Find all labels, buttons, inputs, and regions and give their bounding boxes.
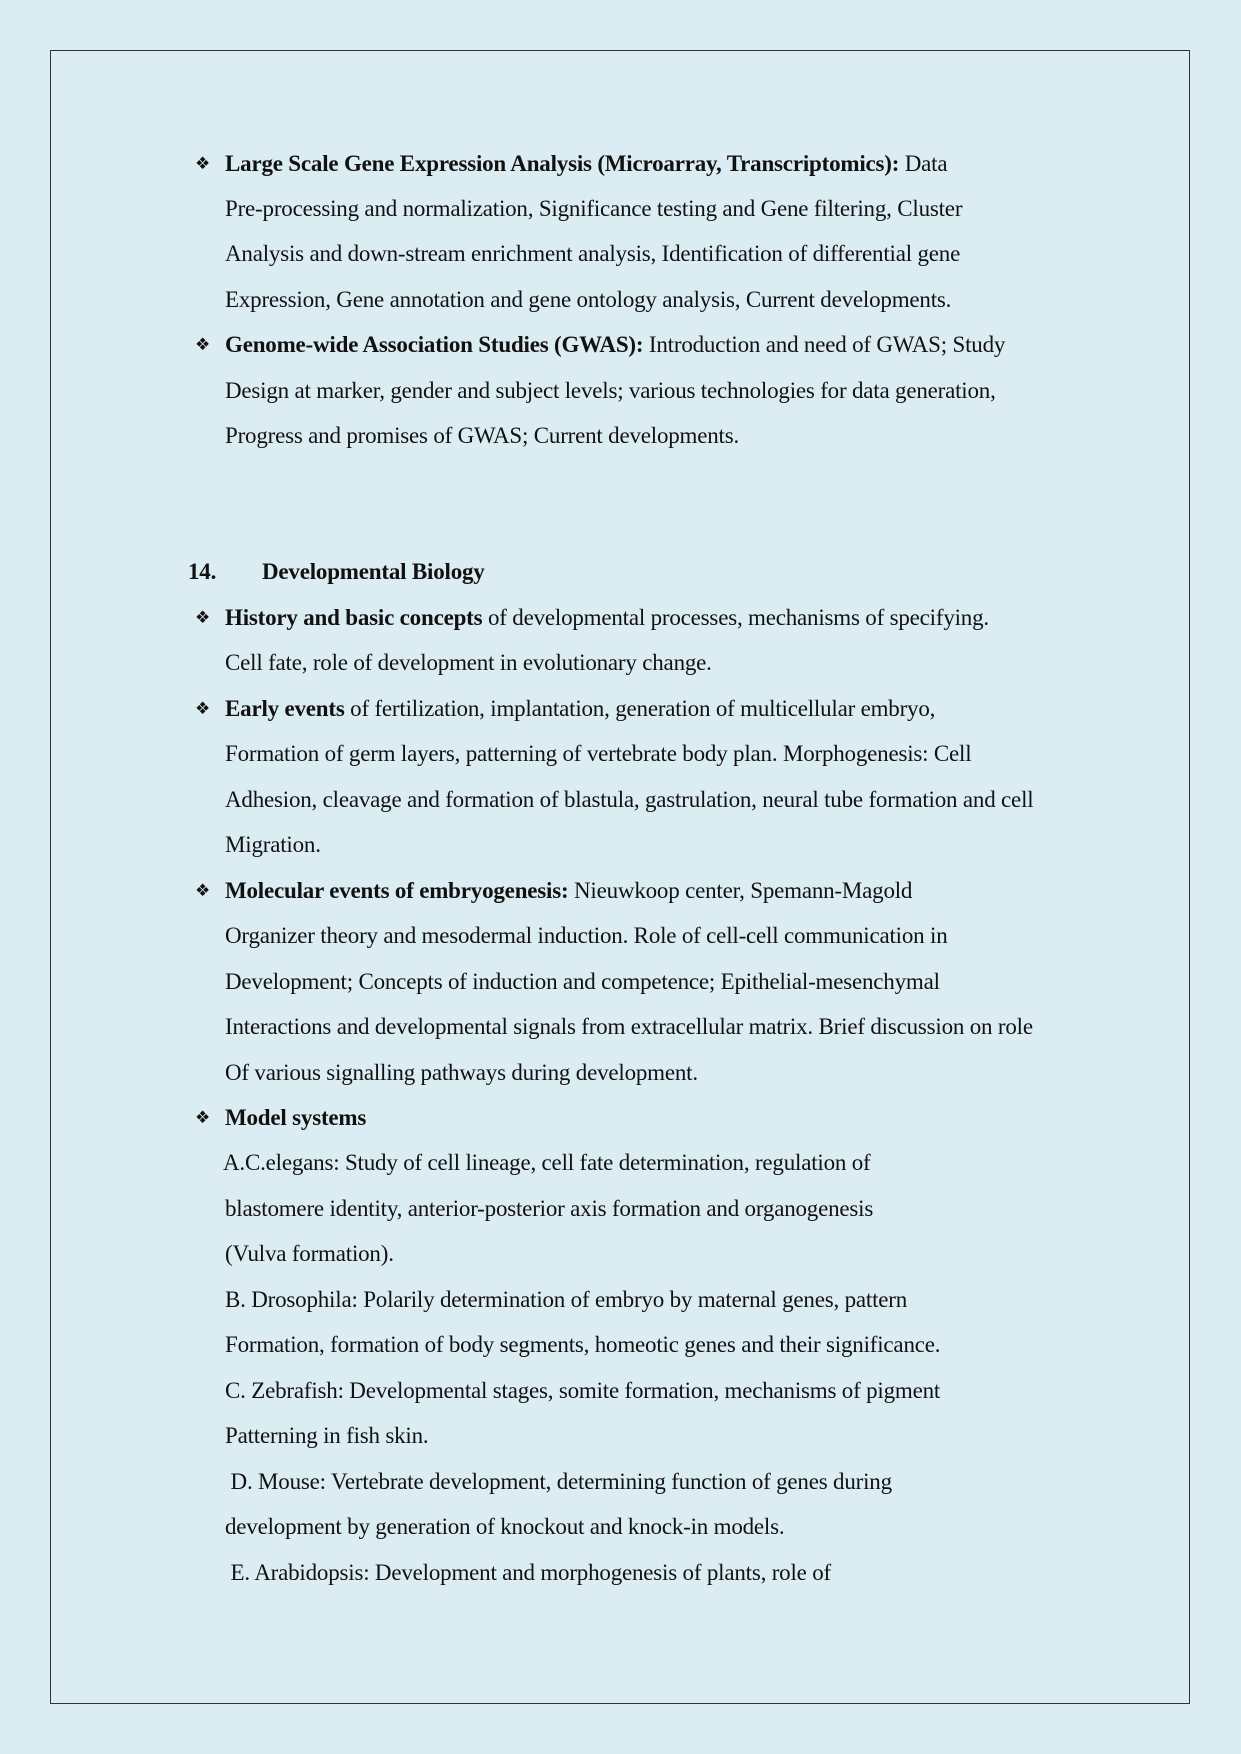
list-item-first-line [225,141,947,186]
list-item-line: Adhesion, cleavage and formation of blastula, gastrulation, neural tube formation and cell [225,787,1034,812]
bullet-diamond-icon: ❖ [195,1108,211,1127]
list-item-line: Design at marker, gender and subject levels; various technologies for data generation, [225,378,996,403]
item-title: Early events [225,696,345,721]
list-item-line: Pre-processing and normalization, Significance testing and Gene filtering, Cluster [225,196,963,221]
model-system-line: development by generation of knockout and knock-in models. [225,1514,785,1539]
list-item-first-line [225,868,912,913]
list-item-line: Analysis and down-stream enrichment analysis, Identification of differential gene [225,241,961,266]
item-title: Genome-wide Association Studies (GWAS): [225,332,644,357]
list-item-line: Expression, Gene annotation and gene ontology analysis, Current developments. [225,287,952,312]
list-item-first-line [225,1095,366,1140]
model-system-line: B. Drosophila: Polarily determination of embryo by maternal genes, pattern [225,1287,908,1312]
list-item-line: Organizer theory and mesodermal induction. Role of cell-cell communication in [225,923,948,948]
bullet-diamond-icon: ❖ [195,608,211,627]
model-system-line: blastomere identity, anterior-posterior axis formation and organogenesis [225,1196,874,1221]
bullet-diamond-icon: ❖ [195,335,211,354]
item-text: of developmental processes, mechanisms of specifying. [482,605,989,630]
model-system-line: A.C.elegans: Study of cell lineage, cell fate determination, regulation of [223,1150,871,1175]
model-system-line: (Vulva formation). [225,1241,394,1266]
list-item-line: Progress and promises of GWAS; Current developments. [225,423,740,448]
item-text: Data [899,151,948,176]
item-title: Large Scale Gene Expression Analysis (Microarray, Transcriptomics): [225,151,900,176]
list-item-line: Migration. [225,832,321,857]
model-system-line: C. Zebrafish: Developmental stages, somite formation, mechanisms of pigment [225,1378,941,1403]
item-text: Nieuwkoop center, Spemann-Magold [568,878,913,903]
section-title: Developmental Biology [262,559,485,584]
list-item-line: Formation of germ layers, patterning of vertebrate body plan. Morphogenesis: Cell [225,741,972,766]
model-system-line: D. Mouse: Vertebrate development, determining function of genes during [225,1469,892,1494]
list-item-first-line [225,686,935,731]
list-item-line: Development; Concepts of induction and competence; Epithelial-mesenchymal [225,969,940,994]
section-number: 14. [188,559,217,584]
list-item-first-line [225,595,989,640]
item-title: Model systems [225,1105,367,1130]
item-text: Introduction and need of GWAS; Study [643,332,1006,357]
item-title: History and basic concepts [225,605,483,630]
model-system-line: E. Arabidopsis: Development and morphogenesis of plants, role of [225,1560,831,1585]
bullet-diamond-icon: ❖ [195,154,211,173]
model-system-line: Patterning in fish skin. [225,1423,429,1448]
item-title: Molecular events of embryogenesis: [225,878,569,903]
list-item-line: Of various signalling pathways during development. [225,1060,698,1085]
model-system-line: Formation, formation of body segments, homeotic genes and their significance. [225,1332,941,1357]
item-text: of fertilization, implantation, generation of multicellular embryo, [344,696,936,721]
list-item-line: Cell fate, role of development in evolutionary change. [225,650,712,675]
bullet-diamond-icon: ❖ [195,881,211,900]
list-item-line: Interactions and developmental signals from extracellular matrix. Brief discussion on role [225,1014,1033,1039]
bullet-diamond-icon: ❖ [195,699,211,718]
list-item-first-line [225,322,1005,367]
